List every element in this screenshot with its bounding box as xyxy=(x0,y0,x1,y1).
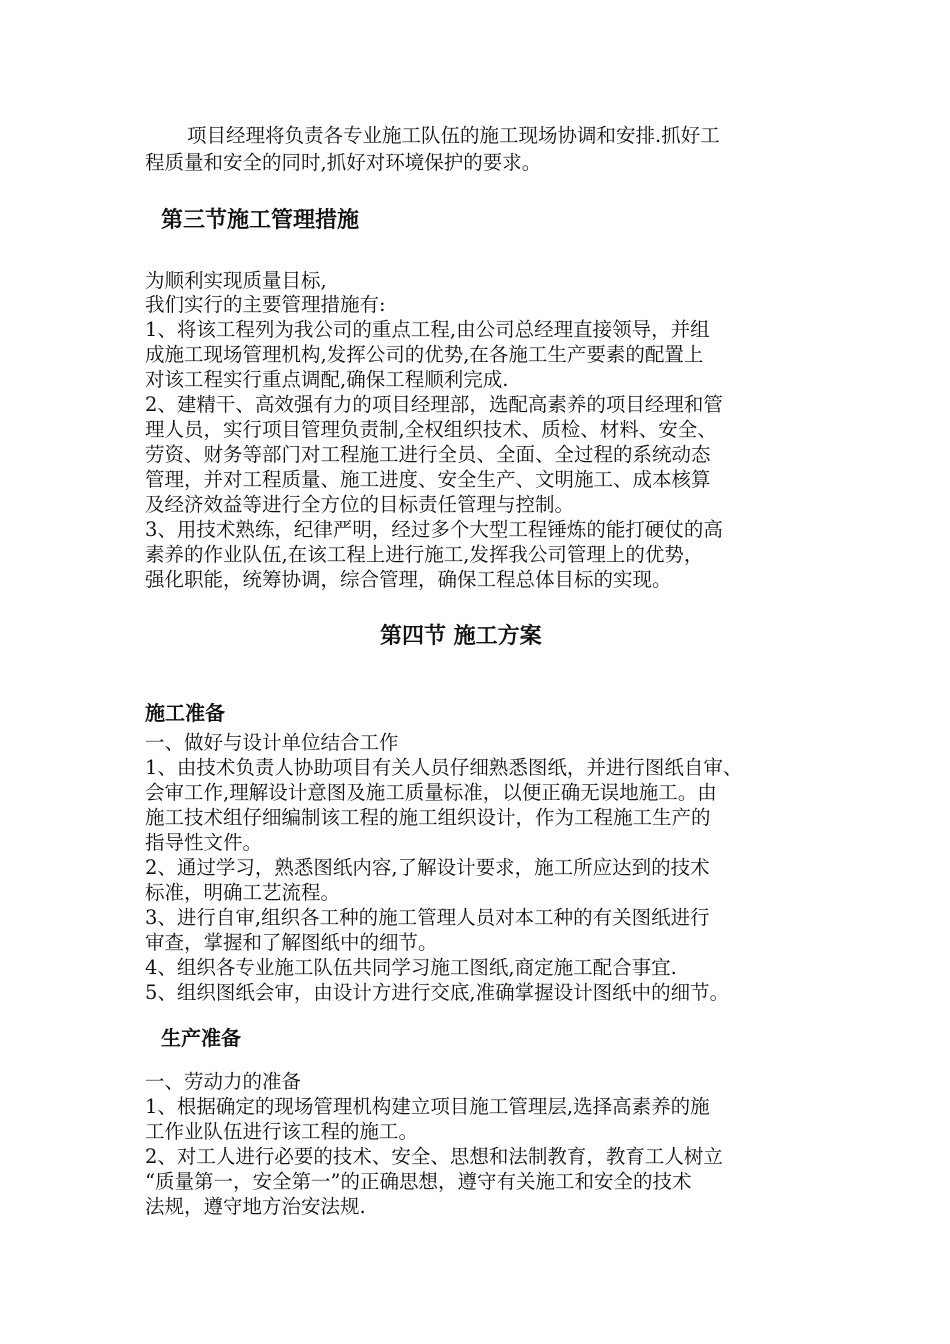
body-line: 2、通过学习，熟悉图纸内容,了解设计要求，施工所应达到的技术 xyxy=(145,856,710,879)
body-line: 会审工作,理解设计意图及施工质量标准，以便正确无误地施工。由 xyxy=(145,781,717,804)
body-line: 管理，并对工程质量、施工进度、安全生产、文明施工、成本核算 xyxy=(145,468,711,491)
body-line: 3、进行自审,组织各工种的施工管理人员对本工种的有关图纸进行 xyxy=(145,906,710,929)
intro-line: 项目经理将负责各专业施工队伍的施工现场协调和安排.抓好工 xyxy=(187,124,720,147)
body-line: “质量第一，安全第一”的正确思想，遵守有关施工和安全的技术 xyxy=(145,1170,692,1193)
body-line: 5、组织图纸会审，由设计方进行交底,准确掌握设计图纸中的细节。 xyxy=(145,981,730,1004)
body-line: 施工技术组仔细编制该工程的施工组织设计，作为工程施工生产的 xyxy=(145,806,711,829)
body-line: 素养的作业队伍,在该工程上进行施工,发挥我公司管理上的优势， xyxy=(145,543,704,566)
body-line: 一、劳动力的准备 xyxy=(145,1070,302,1093)
body-line: 标准，明确工艺流程。 xyxy=(145,881,341,904)
body-line: 一、做好与设计单位结合工作 xyxy=(145,731,399,754)
body-line: 1、根据确定的现场管理机构建立项目施工管理层,选择高素养的施 xyxy=(145,1095,710,1118)
body-line: 工作业队伍进行该工程的施工。 xyxy=(145,1120,419,1143)
body-line: 2、对工人进行必要的技术、安全、思想和法制教育，教育工人树立 xyxy=(145,1145,723,1168)
body-line: 2、建精干、高效强有力的项目经理部，选配高素养的项目经理和管 xyxy=(145,393,723,416)
body-line: 指导性文件。 xyxy=(145,831,263,854)
body-line: 法规，遵守地方治安法规. xyxy=(145,1195,366,1218)
body-line: 对该工程实行重点调配,确保工程顺利完成. xyxy=(145,368,509,391)
body-line: 审查，掌握和了解图纸中的细节。 xyxy=(145,931,438,954)
body-line: 1、由技术负责人协助项目有关人员仔细熟悉图纸，并进行图纸自审、 xyxy=(145,756,743,779)
body-line: 我们实行的主要管理措施有: xyxy=(145,293,386,316)
body-line: 劳资、财务等部门对工程施工进行全员、全面、全过程的系统动态 xyxy=(145,443,711,466)
body-line: 为顺利实现质量目标, xyxy=(145,269,327,292)
production-title: 生产准备 xyxy=(161,1026,241,1050)
body-line: 3、用技术熟练，纪律严明，经过多个大型工程锤炼的能打硬仗的高 xyxy=(145,518,723,541)
section-3-title: 第三节施工管理措施 xyxy=(161,208,360,233)
body-line: 成施工现场管理机构,发挥公司的优势,在各施工生产要素的配置上 xyxy=(145,343,704,366)
body-line: 及经济效益等进行全方位的目标责任管理与控制。 xyxy=(145,493,575,516)
body-line: 强化职能，统筹协调，综合管理，确保工程总体目标的实现。 xyxy=(145,568,672,591)
body-line: 理人员，实行项目管理负责制,全权组织技术、质检、材料、安全、 xyxy=(145,418,717,441)
section-4-title: 第四节 施工方案 xyxy=(380,624,542,649)
body-line: 4、组织各专业施工队伍共同学习施工图纸,商定施工配合事宜. xyxy=(145,956,677,979)
prep-title: 施工准备 xyxy=(145,701,225,725)
intro-line: 程质量和安全的同时,抓好对环境保护的要求。 xyxy=(145,151,542,174)
body-line: 1、将该工程列为我公司的重点工程,由公司总经理直接领导，并组 xyxy=(145,318,710,341)
